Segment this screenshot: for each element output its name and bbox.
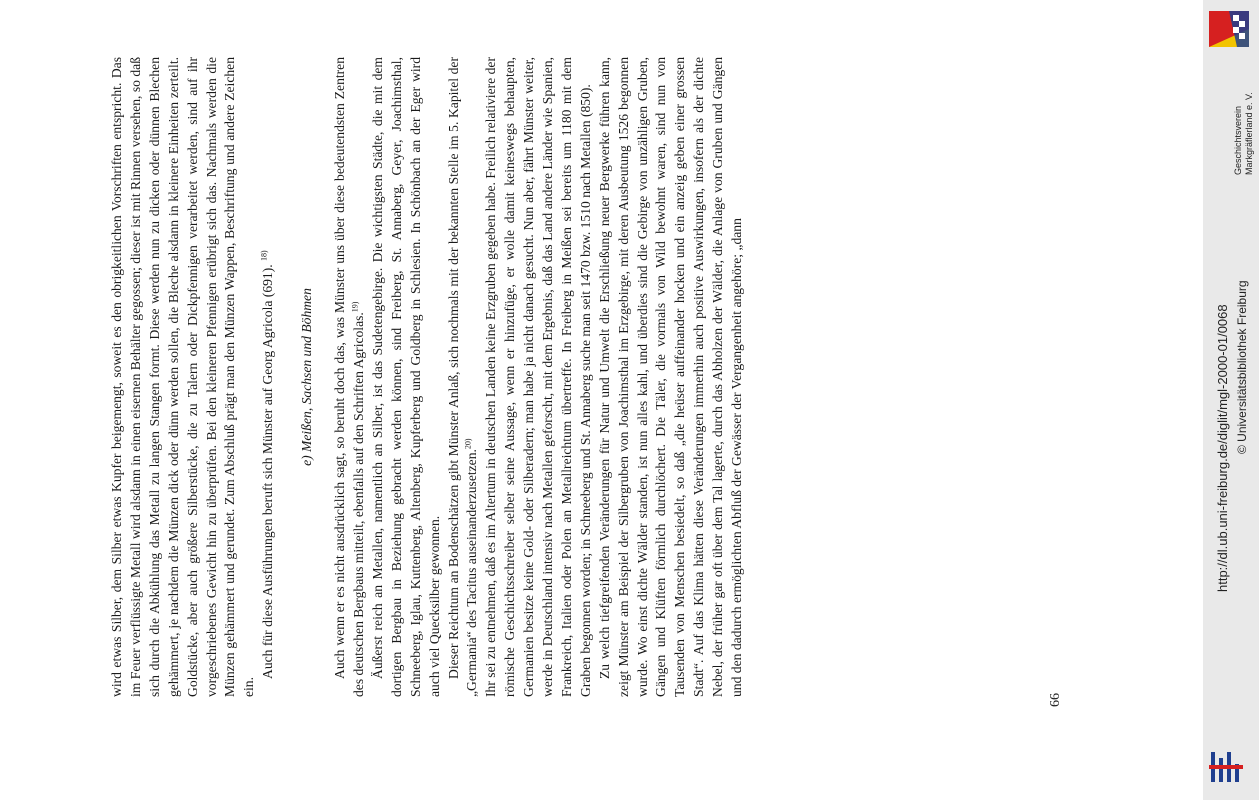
footnote-marker: 18) [259,250,269,261]
paragraph-text: Auch für diese Ausführungen beruft sich Münster auf Georg Agricola (691). [260,264,276,679]
paragraph-text: Auch wenn er es nicht ausdrücklich sagt, so beruht doch das, was Münster uns über diese bedeutendsten Zentren des deutschen Bergbaus mitteilt, ebenfalls auf den Schriften Agricolas. [332,57,366,697]
document-url-link[interactable]: http://dl.ub.uni-freiburg.de/diglit/mgl-2000-01/0068 [1215,304,1230,592]
body-text [108,57,747,697]
paragraph: Ihr sei zu entnehmen, daß es im Altertum in deutschen Landen keine Erzgruben gegeben habe. Freilich relativiere der römische Geschichtsschreiber selber seine Aussage, wenn er hinzufüge, er wolle damit keineswegs behaupten, Germanien besitze keine Gold- oder Silberadern; man habe ja nicht danach gesucht. Nun aber, fährt Münster weiter, werde in Deutschland intensiv nach Metallen geforscht, mit dem Ergebnis, daß das Land andere Länder wie Spanien, Frankreich, Italien oder Polen an Metallreichtum übertreffe. In Freiberg in Meißen sei bereits um 1180 mit dem Graben begonnen worden; in Schneeberg und St. Annaberg suche man seit 1470 bzw. 1510 nach Metallen (850). [483,57,593,697]
page-number: 66 [1048,693,1063,707]
paragraph [445,57,483,697]
copyright-text: © Universitätsbibliothek Freiburg [1235,280,1249,454]
paragraph: Äußerst reich an Metallen, namentlich an Silber, ist das Sudetengebirge. Die wichtigsten Städte, die mit dem dortigen Bergbau in Beziehung gebracht werden können, sind Freiberg, St. Annaberg, Geyer, Joachimsthal, Schneeberg, Iglau, Kuttenberg, Altenberg, Kupferberg und Goldberg in Schlesien. In Schönbach an der Eger wird auch viel Quecksilber gewonnen. [369,57,442,697]
footnote-marker: 20) [463,438,473,450]
coat-of-arms-icon [1207,9,1251,49]
paragraph [331,57,369,697]
paragraph: wird etwas Silber, dem Silber etwas Kupfer beigemengt, soweit es den obrigkeitlichen Vorschriften entspricht. Das im Feuer verflüssigte Metall wird alsdann in einen eisernen Behälter gegossen; dieser ist mit Rinnen versehen, so daß sich durch die Abkühlung das Metall zu langen Stangen formt. Diese werden nun zu dicken oder dünnen Blechen gehämmert, je nachdem die Münzen dick oder dünn werden sollen, die Bleche alsdann in kleinere Einheiten zerteilt. Goldstücke, aber auch größere Silberstücke, die zu Talern oder Dickpfennigen verarbeitet werden, sind auf ihr vorgeschriebenes Gewicht hin zu überprüfen. Bei den kleineren Pfennigen erübrigt sich das. Nachmals werden die Münzen gehämmert und gerundet. Zum Abschluß prägt man den Münzen Wappen, Beschriftung und andere Zeichen ein. [109,57,257,697]
ub-freiburg-logo-icon [1207,748,1249,786]
paragraph [259,57,278,697]
footnote-marker: 19) [350,301,360,313]
society-line-1: Geschichtsverein [1233,105,1243,175]
paragraph: Zu welch tiefgreifenden Veränderungen für Natur und Umwelt die Erschließung neuer Bergwerke führen kann, zeigt Münster am Beispiel der Silbergruben von Joachimsthal im Erzgebirge, mit deren Ausbeutung 1526 begonnen wurde. Wo einst dichte Wälder standen, ist nun alles kahl, und überdies sind die Gebirge von unzähligen Gruben, Gängen und Klüften förmlich durchlöchert. Die Täler, die vormals von Wild bewohnt waren, sind nun von Tausenden von Menschen besiedelt, so daß „die heüser auffeinander hocken und ein anzeig geben einer grossen Stadt“. Auf das Klima hätten diese Veränderungen immerhin auch positive Auswirkungen, insofern als der dichte Nebel, der früher gar oft über dem Tal lagerte, durch das Abholzen der Wälder, die Anlage von Gruben und Gängen und den dadurch ermöglichten Abfluß der Gewässer der Vergangenheit angehöre; „dann [596,57,745,697]
section-heading: e) Meißen, Sachsen und Böhmen [299,288,315,466]
society-label [1233,92,1255,175]
paragraph-text: Dieser Reichtum an Bodenschätzen gibt Münster Anlaß, sich nochmals mit der bekannten Stelle im 5. Kapitel der „Germania“ des Tacitus auseinanderzusetzen. [445,57,480,697]
society-line-2: Markgräflerland e. V. [1244,92,1254,175]
